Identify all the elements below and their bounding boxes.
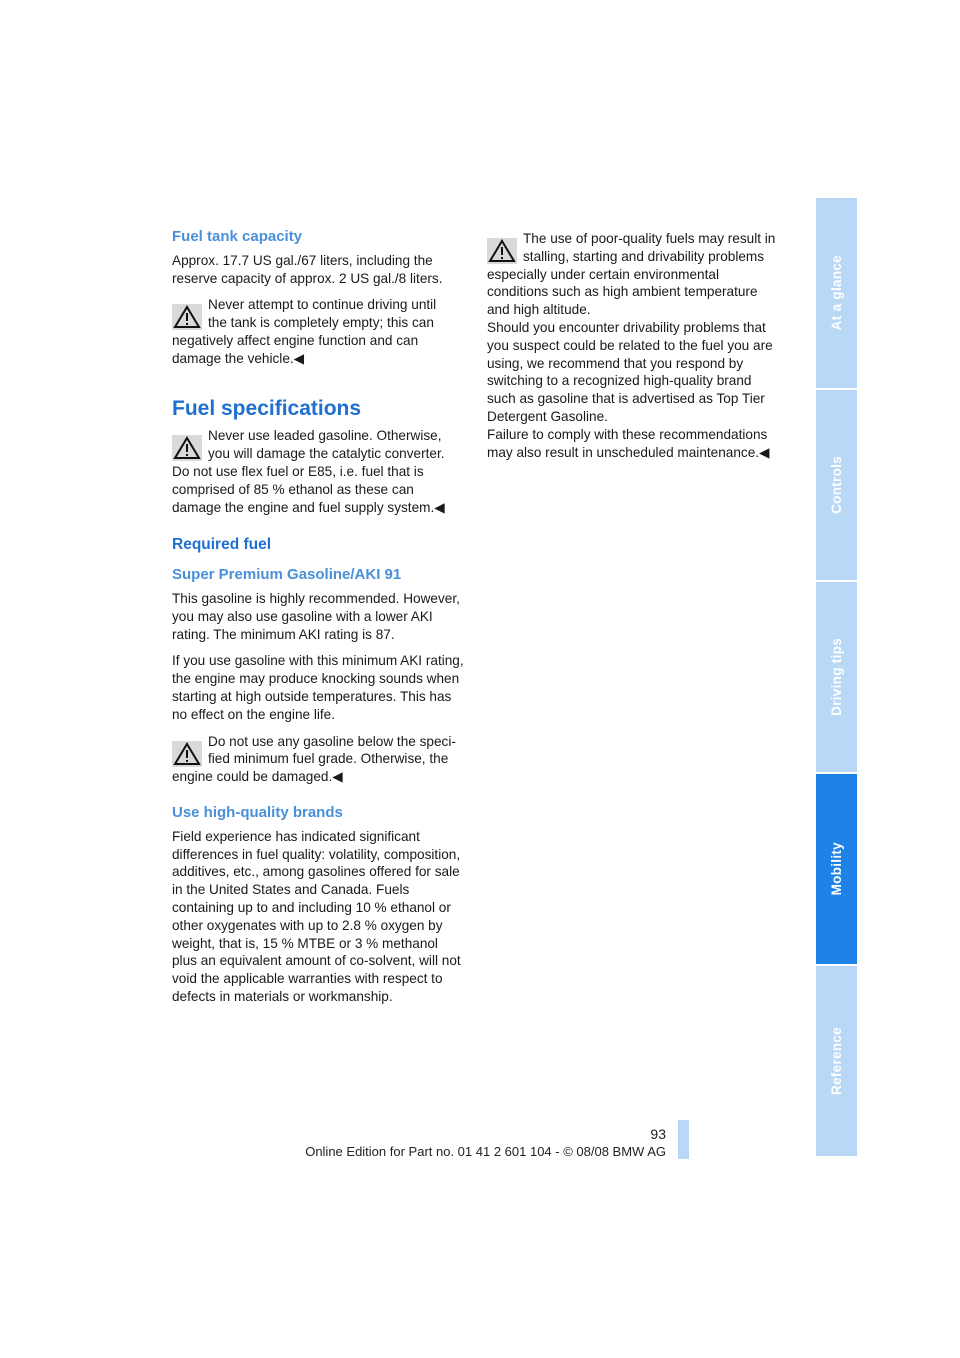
warning-note-leaded xyxy=(172,427,464,516)
left-column xyxy=(172,228,464,1015)
warning-triangle-icon xyxy=(487,234,517,264)
warning-text: Do not use flex fuel or E85, i.e. fuel that is comprised of 85 % ethanol as these can damage the engine and fuel supply system.◀ xyxy=(172,463,445,515)
warning-note-tank xyxy=(172,296,464,367)
tab-driving-tips[interactable] xyxy=(816,582,857,772)
warning-triangle-icon xyxy=(172,300,202,330)
required-fuel-heading: Required fuel xyxy=(172,536,272,554)
high-quality-brands-text: Field experience has indicated significant differences in fuel quality: volatility, composition, additives, etc., among gasolines offered for sale in the United States and Canada. Fuels containing up to and including 10 % ethanol or other oxygenates with up to 2.8 % oxygen by weight, that is, 15 % MTBE or 3 % methanol plus an equivalent amount of co-solvent, will not void the applicable warranties with respect to defects in materials or workmanship. xyxy=(172,828,461,1004)
chapter-tabs xyxy=(816,198,857,1158)
super-premium-text-2: If you use gasoline with this minimum AKI rating, the engine may produce knocking sounds when starting at high outside temperatures. This has no effect on the engine life. xyxy=(172,653,464,722)
warning-note-grade xyxy=(172,733,464,786)
warning-line: fied minimum fuel grade. Otherwise, the xyxy=(208,751,449,767)
tab-label: At a glance xyxy=(829,255,844,331)
drivability-text: Should you encounter drivability problems that you suspect could be related to the fuel you are using, we recommend that you respond by switching to a recognized high-quality brand such as gasoline that is advertised as Top Tier Detergent Gasoline. xyxy=(487,319,773,424)
warning-line: you will damage the catalytic converter. xyxy=(208,446,445,462)
warning-line: the tank is completely empty; this can xyxy=(208,315,434,331)
warning-line: Do not use any gasoline below the speci- xyxy=(208,733,456,749)
footer-bar xyxy=(678,1120,689,1159)
warning-triangle-icon xyxy=(172,431,202,461)
high-quality-brands-heading: Use high-quality brands xyxy=(172,803,343,821)
tab-label: Reference xyxy=(829,1027,844,1095)
fuel-specifications-heading: Fuel specifications xyxy=(172,396,362,420)
fuel-tank-text: Approx. 17.7 US gal./67 liters, including the reserve capacity of approx. 2 US gal./8 liters. xyxy=(172,252,443,286)
warning-triangle-icon xyxy=(172,737,202,767)
fuel-tank-heading: Fuel tank capacity xyxy=(172,228,303,245)
right-column xyxy=(487,230,779,470)
warning-text: especially under certain environmental conditions such as high ambient temperature and high altitude. xyxy=(487,266,758,318)
warning-note-poor-fuel xyxy=(487,230,779,319)
warning-text: engine could be damaged.◀ xyxy=(172,769,343,785)
super-premium-heading: Super Premium Gasoline/AKI 91 xyxy=(172,566,402,584)
tab-label: Driving tips xyxy=(829,638,844,716)
warning-text: negatively affect engine function and can damage the vehicle.◀ xyxy=(172,332,419,366)
tab-at-a-glance[interactable] xyxy=(816,198,857,388)
tab-reference[interactable] xyxy=(816,966,857,1156)
edition-footer: Online Edition for Part no. 01 41 2 601 104 - © 08/08 BMW AG xyxy=(305,1144,666,1159)
tab-mobility[interactable] xyxy=(816,774,857,964)
tab-controls[interactable] xyxy=(816,390,857,580)
warning-line: stalling, starting and drivability problems xyxy=(523,248,765,264)
tab-label: Controls xyxy=(829,456,844,514)
warning-line: Never use leaded gasoline. Otherwise, xyxy=(208,428,442,444)
maintenance-text: Failure to comply with these recommendations may also result in unscheduled maintenance.◀ xyxy=(487,426,770,460)
warning-line: Never attempt to continue driving until xyxy=(208,297,437,313)
tab-label: Mobility xyxy=(829,842,844,896)
super-premium-text-1: This gasoline is highly recommended. However, you may also use gasoline with a lower AKI rating. The minimum AKI rating is 87. xyxy=(172,590,460,642)
page-number: 93 xyxy=(650,1126,666,1142)
warning-line: The use of poor-quality fuels may result in xyxy=(523,231,776,246)
